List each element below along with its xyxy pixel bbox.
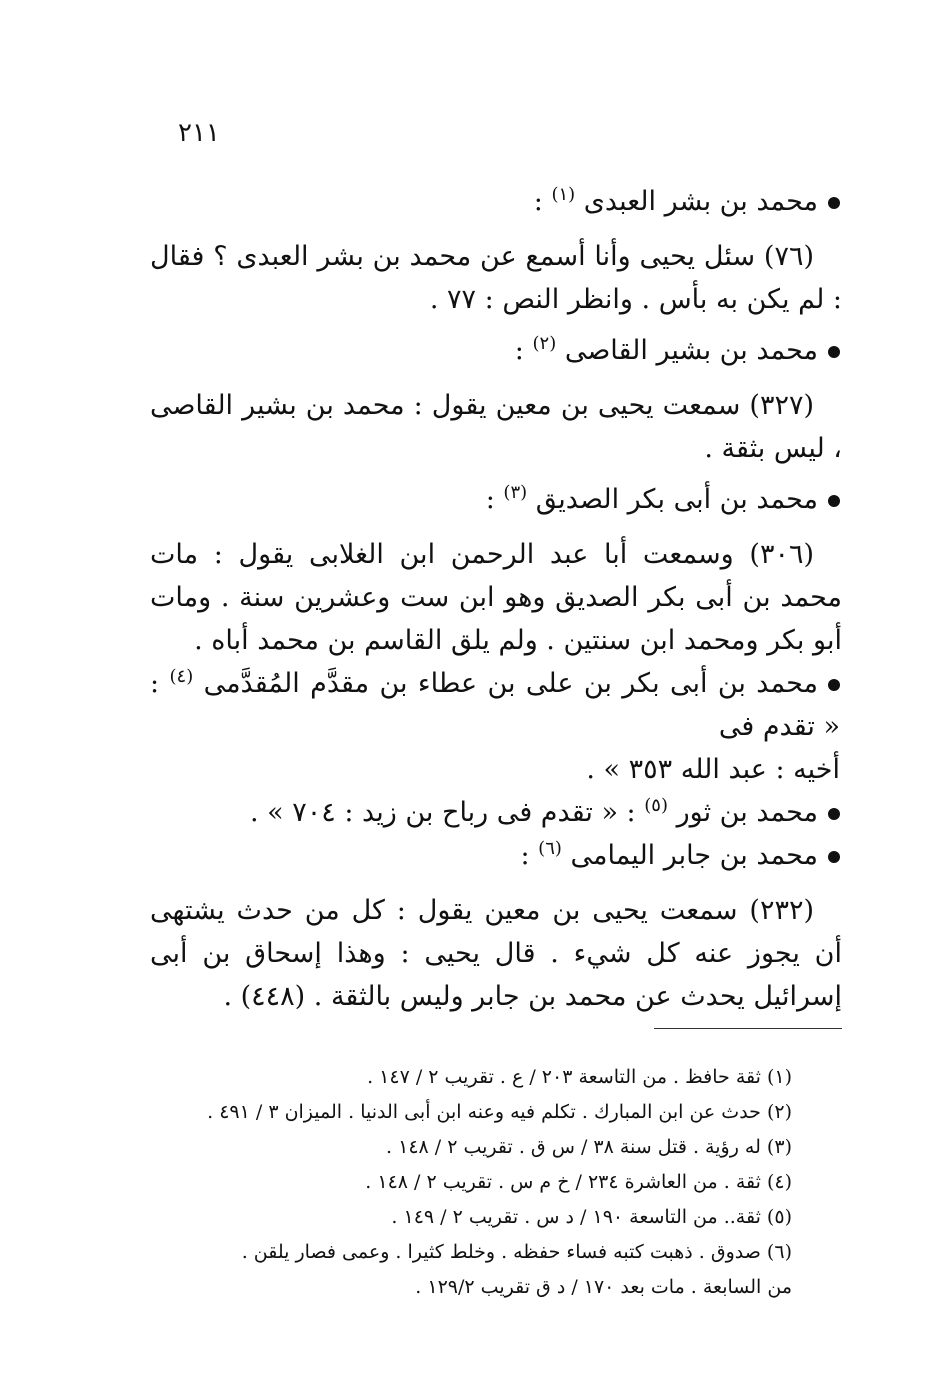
bullet-icon — [828, 495, 840, 507]
entry-suffix: : — [514, 335, 524, 366]
entry-suffix: : « تقدم فى — [150, 668, 840, 742]
entry-name: محمد بن بشير القاصى — [564, 335, 818, 366]
page-number: ٢١١ — [178, 118, 220, 148]
entry-name: محمد بن أبى بكر الصديق — [535, 484, 818, 515]
footnote-reference: (١) — [551, 184, 576, 205]
footnote: (٣) له رؤية . قتل سنة ٣٨ / س ق . تقريب ٢ / ١٤٨ . — [386, 1136, 792, 1158]
footnote: (٤) ثقة . من العاشرة ٢٣٤ / خ م س . تقريب ٢ / ١٤٨ . — [365, 1171, 792, 1193]
footnote-reference: (٥) — [644, 795, 668, 816]
footnote: (٢) حدث عن ابن المبارك . تكلم فيه وعنه ابن أبى الدنيا . الميزان ٣ / ٤٩١ . — [207, 1101, 792, 1123]
narration-paragraph: (٢٣٢) سمعت يحيى بن معين يقول : كل من حدث يشتهى أن يجوز عنه كل شيء . قال يحيى : وهذا إسحاق بن أبى إسرائيل يحدث عن محمد بن جابر وليس بالثقة . (٤٤٨) . — [150, 895, 842, 1012]
entry-suffix: : — [485, 484, 495, 515]
footnote-reference: (٣) — [503, 482, 528, 503]
bullet-icon — [828, 346, 840, 358]
entry-suffix: : — [533, 186, 543, 217]
entry-suffix: : « تقدم فى رباح بن زيد : ٧٠٤ » . — [250, 797, 636, 828]
entry-heading — [150, 478, 842, 521]
footnote-reference: (٢) — [532, 333, 557, 354]
main-text-body — [150, 180, 842, 1018]
entry-name: محمد بن أبى بكر بن على بن عطاء بن مقدَّم المُقدَّمى — [203, 668, 818, 699]
bullet-icon — [828, 197, 840, 209]
entry-continuation: أخيه : عبد الله ٣٥٣ » . — [586, 754, 840, 785]
bullet-icon — [828, 808, 840, 820]
footnotes-section — [150, 1060, 792, 1305]
entry-name: محمد بن ثور — [676, 797, 818, 828]
footnote-divider — [654, 1028, 842, 1029]
entry-heading — [150, 834, 842, 877]
footnote-reference: (٤) — [169, 666, 194, 687]
bullet-icon — [828, 851, 840, 863]
footnote: (٦) صدوق . ذهبت كتبه فساء حفظه . وخلط كثيرا . وعمى فصار يلقن . — [241, 1241, 792, 1263]
bullet-icon — [828, 679, 840, 691]
footnote: (١) ثقة حافظ . من التاسعة ٢٠٣ / ع . تقريب ٢ / ١٤٧ . — [367, 1066, 792, 1088]
entry-suffix: : — [520, 840, 530, 871]
footnote-continuation: من السابعة . مات بعد ١٧٠ / د ق تقريب ١٢٩/٢ . — [415, 1276, 792, 1298]
narration-paragraph: (٣٠٦) وسمعت أبا عبد الرحمن ابن الغلابى يقول : مات محمد بن أبى بكر الصديق وهو ابن ست وعشرين سنة . ومات أبو بكر ومحمد ابن سنتين . ولم يلق القاسم بن محمد أباه . — [150, 539, 842, 656]
entry-name: محمد بن جابر اليمامى — [570, 840, 818, 871]
footnote-reference: (٦) — [538, 838, 562, 859]
entry-heading — [150, 662, 842, 791]
entry-heading — [150, 791, 842, 834]
footnote: (٥) ثقة.. من التاسعة ١٩٠ / د س . تقريب ٢ / ١٤٩ . — [391, 1206, 792, 1228]
narration-paragraph: (٣٢٧) سمعت يحيى بن معين يقول : محمد بن بشير القاصى ، ليس بثقة . — [150, 390, 842, 464]
entry-name: محمد بن بشر العبدى — [583, 186, 818, 217]
narration-paragraph: (٧٦) سئل يحيى وأنا أسمع عن محمد بن بشر العبدى ؟ فقال : لم يكن به بأس . وانظر النص : ٧٧ . — [150, 241, 842, 315]
entry-heading — [150, 180, 842, 223]
entry-heading — [150, 329, 842, 372]
